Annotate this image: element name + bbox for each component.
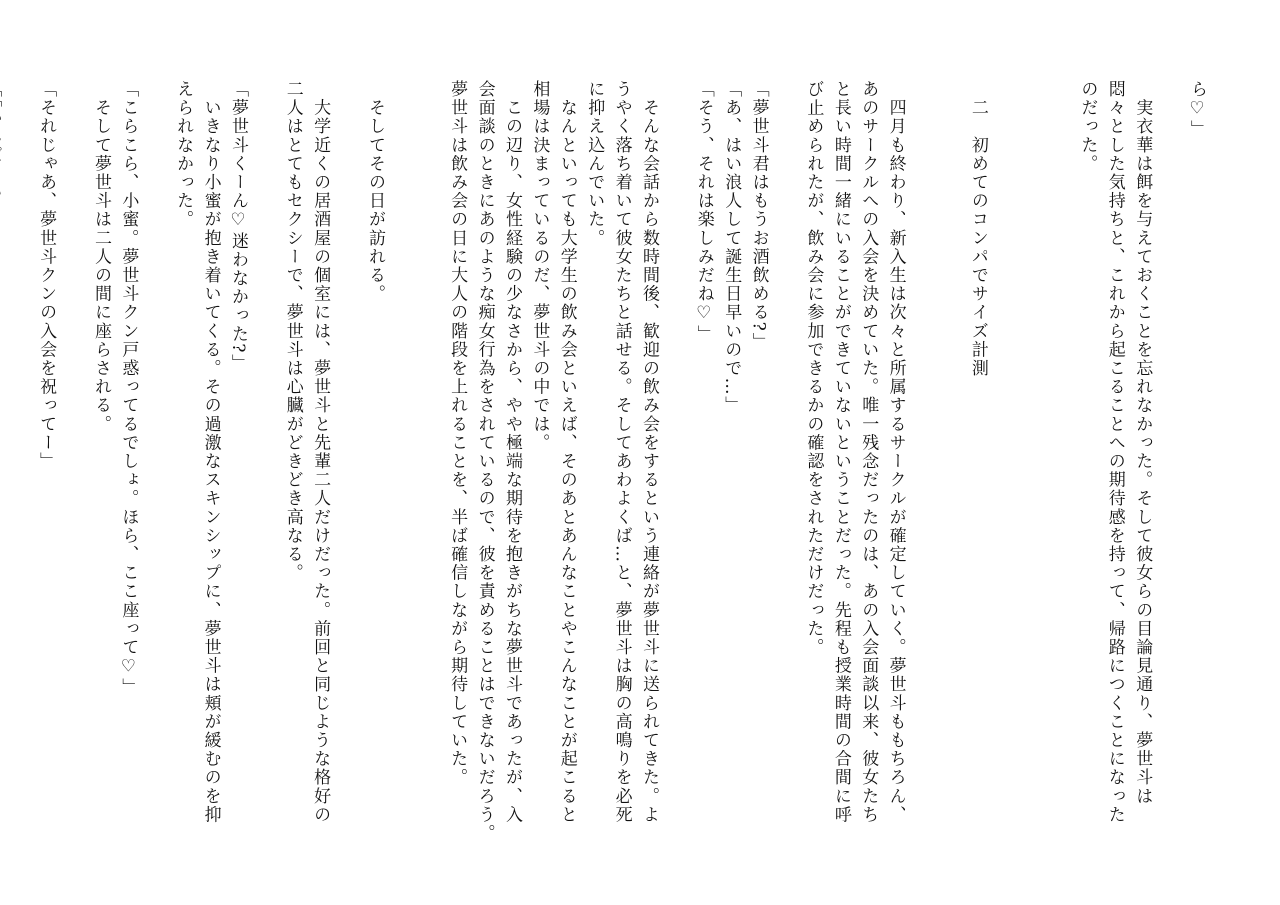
text-line: 相場は決まっているのだ、夢世斗の中では。 (529, 80, 550, 452)
text-line: この辺り、女性経験の少なさから、やや極端な期待を抱きがちな夢世斗であったが、入 (501, 80, 522, 824)
text-line: 「あ、はい浪人して誕生日早いので…」 (721, 80, 742, 415)
paragraph-gap (936, 80, 963, 840)
paragraph-gap (991, 80, 1018, 840)
paragraph-gap (251, 80, 278, 840)
text-line: いきなり小蜜が抱き着いてくる。その過激なスキンシップに、夢世斗は頬が緩むのを抑 (200, 80, 221, 824)
text-line: そしてその日が訪れる。 (364, 80, 385, 304)
paragraph-gap (4, 80, 31, 840)
text-line: 実衣華は餌を与えておくことを忘れなかった。そして彼女らの目論見通り、夢世斗は (1132, 80, 1153, 806)
text-line (0, 80, 4, 840)
text-line: 悶々とした気持ちと、これから起こることへの期待感を持って、帰路につくことになった (1104, 80, 1125, 824)
text-line: 「こらこら、小蜜。夢世斗クン戸惑ってるでしょ。ほら、ここ座って♡」 (118, 80, 139, 697)
text-line: 会面談のときにあのような痴女行為をされているので、彼を責めることはできないだろう。 (474, 80, 495, 843)
paragraph-gap (333, 80, 360, 840)
text-line: 二 初めてのコンパでサイズ計測 (967, 80, 988, 378)
paragraph-gap (59, 80, 86, 840)
text-line: ら♡」 (1187, 80, 1207, 139)
paragraph-gap (772, 80, 799, 840)
text-line: び止められたが、飲み会に参加できるかの確認をされただけだった。 (803, 80, 824, 657)
text-line: 二人はとてもセクシーで、夢世斗は心臓がどきどき高なる。 (282, 80, 303, 583)
text-line: あのサークルへの入会を決めていた。唯一残念だったのは、あの入会面談以来、彼女たち (858, 80, 879, 824)
text-line: そんな会話から数時間後、歓迎の飲み会をするという連絡が夢世斗に送られてきた。よ (639, 80, 659, 824)
text-line: 「それじゃあ、夢世斗クンの入会を祝ってー」 (36, 80, 57, 471)
vertical-text-body (0, 80, 1210, 843)
paragraph-gap (415, 80, 442, 840)
text-line: 夢世斗は飲み会の日に大人の階段を上れることを、半ば確信しながら期待していた。 (447, 80, 468, 787)
text-line: えられなかった。 (173, 80, 194, 229)
text-line: 四月も終わり、新入生は次々と所属するサークルが確定していく。夢世斗ももちろん、 (885, 80, 906, 824)
text-line: なんといっても大学生の飲み会といえば、そのあとあんなことやこんなことが起こると (556, 80, 577, 824)
text-line: 「そう、それは楽しみだね♡」 (693, 80, 714, 344)
paragraph-gap (1155, 80, 1182, 840)
text-line: に抑え込んでいた。 (584, 80, 605, 248)
paragraph-gap (388, 80, 415, 840)
text-line: そして夢世斗は二人の間に座らされる。 (90, 80, 111, 434)
paragraph-gap (909, 80, 936, 840)
text-line: 「夢世斗君はもうお酒飲める?」 (748, 80, 769, 352)
paragraph-gap (141, 80, 168, 840)
text-line: のだった。 (1077, 80, 1098, 173)
paragraph-gap (1018, 80, 1045, 840)
paragraph-gap (662, 80, 689, 840)
text-line: と長い時間一緒にいることができていないということだった。先程も授業時間の合間に呼 (830, 80, 851, 824)
paragraph-gap (1046, 80, 1073, 840)
text-line: 大学近くの居酒屋の個室には、夢世斗と先輩二人だけだった。前回と同じような格好の (310, 80, 331, 824)
text-line: 「夢世斗くーん♡迷わなかった?」 (227, 80, 248, 373)
text-line: うやく落ち着いて彼女たちと話せる。そしてあわよくば…と、夢世斗は胸の高鳴りを必死 (611, 80, 632, 824)
